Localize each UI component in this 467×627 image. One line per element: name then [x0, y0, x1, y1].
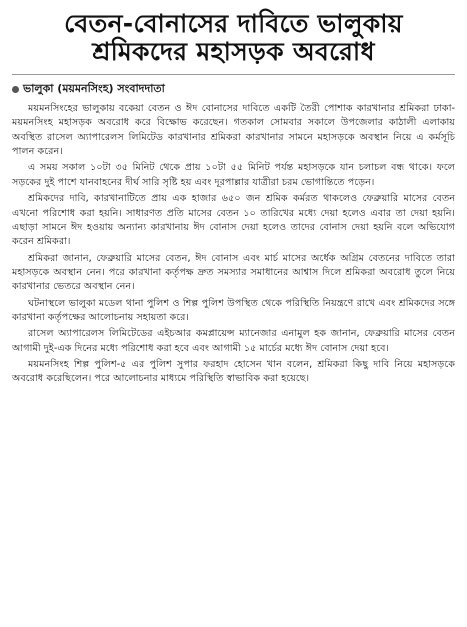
headline-line-2: শ্রমিকদের মহাসড়ক অবরোধ [92, 37, 375, 66]
article-paragraph: শ্রমিকরা জানান, ফেব্রুয়ারি মাসের বেতন, ঈদ বোনাস এবং মার্চ মাসের অর্ধেক অগ্রিম বেতনের দাবিতে তারা মহাসড়কে অবস্থান নেন। পরে কারখানা কর্তৃপক্ষ দ্রুত সমস্যার সমাধানের আশ্বাস দিলে শ্রমিকরা অবরোধ তুলে নিয়ে কারখানার ভেতরে অবস্থান নেন। [12, 252, 455, 293]
article-paragraph: ঘটনাস্থলে ভালুকা মডেল থানা পুলিশ ও শিল্প পুলিশ উপস্থিত থেকে পরিস্থিতি নিয়ন্ত্রণে রাখে এবং শ্রমিকদের সঙ্গে কারখানা কর্তৃপক্ষের আলোচনায় সহায়তা করে। [12, 297, 455, 324]
byline [12, 80, 455, 99]
headline-line-1: বেতন-বোনাসের দাবিতে ভালুকায় [64, 9, 403, 38]
article-paragraph: ময়মনসিংহ শিল্প পুলিশ-৫ এর পুলিশ সুপার ফরহাদ হোসেন খান বলেন, শ্রমিকরা কিছু দাবি নিয়ে মহাসড়কে অবরোধ করেছিলেন। পরে আলোচনার মাধ্যমে পরিস্থিতি স্বাভাবিক করা হয়েছে। [12, 359, 455, 385]
byline-text: ভালুকা (ময়মনসিংহ) সংবাদদাতা [23, 82, 165, 95]
article-paragraph: এ সময় সকাল ১০টা ৩৫ মিনিট থেকে প্রায় ১০টা ৫৫ মিনিট পর্যন্ত মহাসড়কে যান চলাচল বন্ধ থাকে। ফলে সড়কের দুই পাশে যানবাহনের দীর্ঘ সারি সৃষ্টি হয় এবং দূরপাল্লার যাত্রীরা চরম ভোগান্তিতে পড়েন। [12, 162, 455, 188]
headline-divider [12, 74, 455, 75]
article-paragraph: রাসেল অ্যাপারেলস লিমিটেডের এইচআর কমপ্লায়েন্স ম্যানেজার এনামুল হক জানান, ফেব্রুয়ারি মাসের বেতন আগামী দুই-এক দিনের মধ্যে পরিশোধ করা হবে এবং আগামী ১৫ মার্চের মধ্যে ঈদ বোনাস দেয়া হবে। [12, 328, 455, 354]
article-paragraph: শ্রমিকদের দাবি, কারখানাটিতে প্রায় এক হাজার ৬৫০ জন শ্রমিক কর্মরত থাকলেও ফেব্রুয়ারি মাসের বেতন এখনো পরিশোধ করা হয়নি। সাধারণত প্রতি মাসের বেতন ১০ তারিখের মধ্যে দেয়া হলেও এবার তা দেয়া হয়নি। এছাড়া সামনে ঈদ হওয়ায় অন্যান্য কারখানায় ঈদ বোনাস দেয়া হলেও তাদের বোনাস দেয়া হয়নি বলে অভিযোগ করেন শ্রমিকরা। [12, 193, 455, 248]
headline [12, 10, 455, 66]
article-paragraph: ময়মনসিংহের ভালুকায় বকেয়া বেতন ও ঈদ বোনাসের দাবিতে একটি তৈরী পোশাক কারখানার শ্রমিকরা ঢাকা-ময়মনসিংহ মহাসড়ক অবরোধ করে বিক্ষোভ করেছেন। গতকাল সোমবার সকালে উপজেলার কাঠালী এলাকায় অবস্থিত রাসেল অ্যাপারেলস লিমিটেড কারখানার শ্রমিকরা কারখানার সামনে মহাসড়কে অবস্থান নিয়ে এ কর্মসূচি পালন করেন। [12, 103, 455, 158]
article-body [12, 102, 455, 387]
bullet-icon [12, 86, 19, 93]
